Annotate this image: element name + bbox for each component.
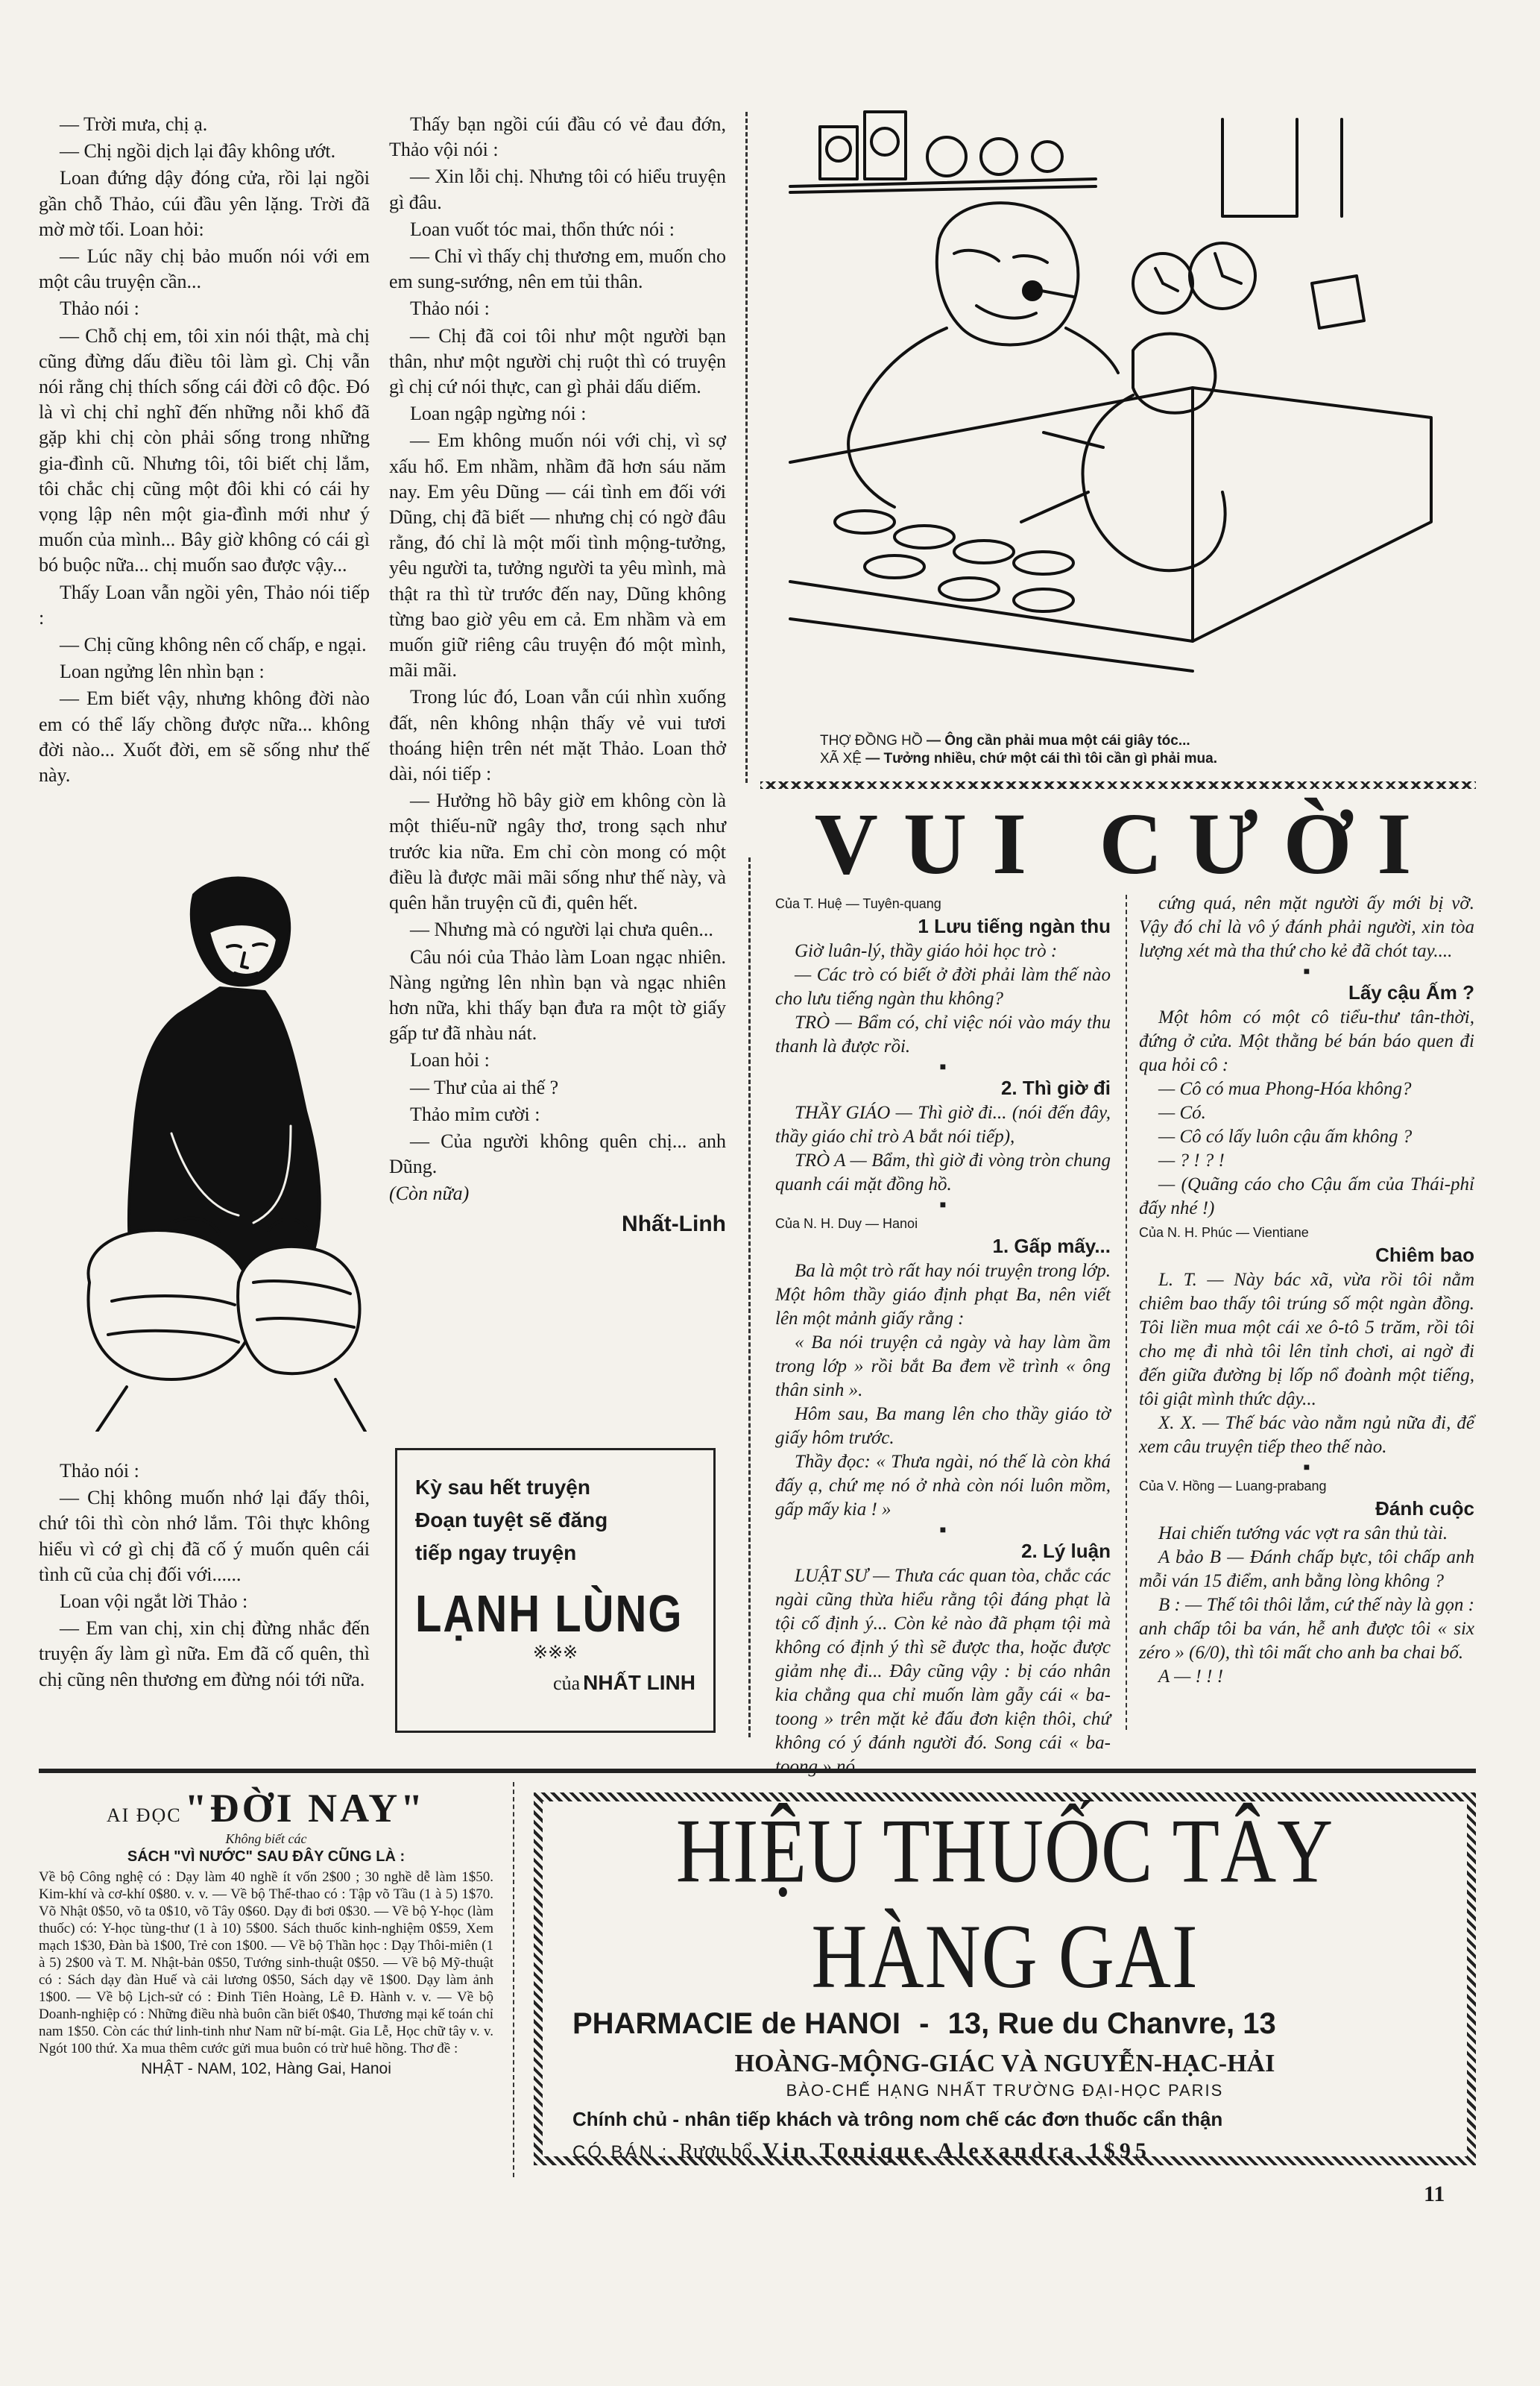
paragraph: Thấy Loan vẫn ngồi yên, Thảo nói tiếp : <box>39 581 370 629</box>
paragraph: — Chị đã coi tôi như một người bạn thân, như một người chị ruột thì có truyện gì chị cứ nói thực, can gì phải dấu diếm. <box>389 324 726 398</box>
pharmacy-owners: HOÀNG-MỘNG-GIÁC VÀ NGUYỄN-HẠC-HẢI <box>734 2050 1275 2077</box>
ad-body: Về bộ Công nghệ có : Dạy làm 40 nghề ít vốn 2$00 ; 30 nghề dễ làm 1$50. Kim-khí và cơ-khí 0$80. v. v. — Về bộ Thể-thao có : Tập võ Tầu (1 à 5) 1$70. Võ Nhật 0$50, võ ta 0$10, võ Tây 0$60. Dạy đi bơi 0$30. — Về bộ Y-học (làm thuốc) có: Y-học tùng-thư (1 à 10) 5$00. Sách thuốc kinh-nghiệm 0$59, Xem mạch 1$30, Đàn bà 1$00, Trẻ con 1$00. — Về bộ Thần học : Dạy Thôi-miên (1 à 5) 2$00 và T. M. Nhật-bản 0$50, Tướng sinh-thuật 0$50. — Về bộ Mỹ-thuật có : Sách dạy đàn Huế và cải lương 0$50, Sách dạy vẽ 1$00. Dạy làm ảnh 1$00. — Về bộ Lịch-sử có : Đinh Tiên Hoàng, Lê Đ. Hành v. v. — Về bộ Doanh-nghiệp có : Những điều nhà buôn cần biết 0$40, Thương mại kế toán chỉ nam 1$50. Còn các thứ linh-tinh như Nam nữ bí-mật. Gia Lễ, Học chữ tây v. v. Ngót 100 thứ. Xa mua thêm cước gửi mua buôn có trừ huê hồng. Thơ đề : <box>39 1869 493 2056</box>
joke-paragraph: cứng quá, nên mặt người ấy mới bị vỡ. Vậy đó chỉ là vô ý đánh phải người, xin tòa lượng xét mà tha thứ cho kẻ đã chót tay.... <box>1139 893 1474 961</box>
paragraph: Loan ngửng lên nhìn bạn : <box>60 661 265 683</box>
separator: - <box>919 2007 930 2040</box>
paragraph: — Em không muốn nói với chị, vì sợ xấu hổ. Em nhầm, nhầm đã hơn sáu năm nay. Em yêu Dũng — cái tình em đối với Dũng, chị đã biết — nhưng chị có ngờ đâu rằng, đó chỉ là một mối tình mộng-tưởng, yêu người ta, tưởng người ta yêu mình, mà thật ra thì từ trước đến nay, Dũng không từng bao giờ yêu em cả. Em nhầm và em muốn giữ riêng câu truyện đó một mình, mãi mãi. <box>389 429 726 682</box>
paragraph: Loan hỏi : <box>410 1049 490 1071</box>
joke-title: Lấy cậu Ấm ? <box>1348 981 1474 1004</box>
caption-text: — Ông cần phải mua một cái giây tóc... <box>926 733 1190 749</box>
paragraph: — Chị ngồi dịch lại đây không ướt. <box>60 140 336 163</box>
ad-pharmacy <box>534 1792 1476 2165</box>
ad-doi-nay <box>39 1785 493 2078</box>
pharmacy-line-2 <box>572 2138 1437 2164</box>
paragraph: Loan ngập ngừng nói : <box>410 403 587 425</box>
caption-text: — Tưởng nhiều, chứ một cái thì tôi cần gì phải mua. <box>865 751 1217 767</box>
paragraph: Thấy bạn ngồi cúi đầu có vẻ đau đớn, Thảo vội nói : <box>389 113 726 161</box>
paragraph: — Thư của ai thế ? <box>410 1076 559 1098</box>
joke-paragraph: Ba là một trò rất hay nói truyện trong lớp. Một hôm thầy giáo định phạt Ba, nên viết lên một mảnh giấy rằng : <box>775 1261 1111 1329</box>
joke-paragraph: — Cô có mua Phong-Hóa không? <box>1158 1079 1412 1099</box>
notice-byline <box>415 1671 695 1695</box>
notice-line: Kỳ sau hết truyện <box>415 1476 590 1499</box>
paragraph: Thảo nói : <box>60 298 139 320</box>
ad-subtitle: SÁCH "VÌ NƯỚC" SAU ĐÂY CŨNG LÀ : <box>127 1848 405 1865</box>
joke-paragraph: X. X. — Thế bác vào nằm ngủ nữa đi, để xem câu truyện tiếp theo thế nào. <box>1139 1413 1474 1457</box>
column-1-top <box>39 112 370 790</box>
paragraph: Loan đứng dậy đóng cửa, rồi lại ngồi gần chỗ Thảo, cúi đầu yên lặng. Trời đã mờ mờ tối. Loan hỏi: <box>39 167 370 240</box>
paragraph: — Chị cũng không nên cố chấp, e ngại. <box>60 634 367 656</box>
joke-paragraph: — Các trò có biết ở đời phải làm thế nào cho lưu tiếng ngàn thu không? <box>775 965 1111 1009</box>
joke-paragraph: — Có. <box>1158 1103 1206 1123</box>
paragraph: — Em van chị, xin chị đừng nhắc đến truyện ấy làm gì nữa. Em đã cố quên, thì chị cũng nên thương em đừng nói tới nữa. <box>39 1617 370 1690</box>
joke-paragraph: Giờ luân-lý, thầy giáo hỏi học trò : <box>795 941 1058 961</box>
ad-heading-prefix: AI ĐỌC <box>106 1804 182 1826</box>
column-divider <box>513 1782 514 2177</box>
paragraph: — Nhưng mà có người lại chưa quên... <box>410 919 713 941</box>
paragraph: — Xin lỗi chị. Nhưng tôi có hiểu truyện gì đâu. <box>389 166 726 213</box>
ad-sub: Không biết các <box>225 1831 307 1846</box>
column-divider <box>748 857 751 1737</box>
joke-paragraph: B : — Thế tôi thôi lắm, cứ thế này là gọn : anh chấp tôi ba ván, hễ anh được tôi « six zéro » (6/0), thì tôi mất cho anh ba chai bố. <box>1139 1595 1474 1663</box>
notice-line: Đoạn tuyệt sẽ đăng <box>415 1508 608 1532</box>
joke-title: 1 Lưu tiếng ngàn thu <box>918 915 1111 937</box>
column-2 <box>389 112 726 1237</box>
paragraph: — Chỉ vì thấy chị thương em, muốn cho em sung-sướng, nên em tủi thân. <box>389 245 726 293</box>
joke-paragraph: — Cô có lấy luôn cậu ấm không ? <box>1158 1127 1413 1147</box>
caption-speaker: XÃ XỆ <box>820 751 862 767</box>
paragraph: Thảo mỉm cười : <box>410 1103 540 1125</box>
joke-paragraph: — ? ! ? ! <box>1158 1150 1225 1171</box>
paragraph: Trong lúc đó, Loan vẫn cúi nhìn xuống đất, nên không nhận thấy vẻ vui tươi thoáng hiện trên nét mặt Thảo. Loan thở dài, nói tiếp : <box>389 686 726 785</box>
paragraph: — Lúc nãy chị bảo muốn nói với em một câu truyện cần... <box>39 245 370 293</box>
vui-cuoi-heading: VUI CƯỜI <box>814 795 1437 893</box>
square-separator <box>775 1062 1111 1074</box>
joke-paragraph: A bảo B — Đánh chấp bực, tôi chấp anh mỗi ván 15 điểm, anh bằng lòng không ? <box>1139 1547 1474 1591</box>
author-signature: Nhất-Linh <box>622 1211 726 1236</box>
pharmacy-line-1: Chính chủ - nhân tiếp khách và trông nom chế các đơn thuốc cẩn thận <box>572 2108 1223 2130</box>
joke-paragraph: Một hôm có một cô tiểu-thư tân-thời, đứng ở cửa. Một thằng bé bán báo quen đi qua hỏi cô : <box>1139 1007 1474 1075</box>
joke-author: Của T. Huệ — Tuyên-quang <box>775 896 941 911</box>
joke-title: Đánh cuộc <box>1375 1497 1474 1520</box>
for-sale-product: Vin Tonique Alexandra 1$95 <box>763 2138 1151 2163</box>
notice-author: NHẤT LINH <box>583 1671 695 1694</box>
joke-paragraph: A — ! ! ! <box>1158 1666 1224 1687</box>
story-title: LẠNH LÙNG <box>415 1584 684 1643</box>
paragraph: Loan vuốt tóc mai, thổn thức nói : <box>410 218 675 240</box>
joke-title: Chiêm bao <box>1375 1244 1474 1266</box>
watchmaker-cartoon <box>775 104 1476 731</box>
column-divider <box>745 112 748 783</box>
square-separator <box>1139 1462 1474 1474</box>
paragraph: Loan vội ngắt lời Thảo : <box>60 1590 248 1613</box>
next-issue-notice <box>395 1448 716 1733</box>
pharmacy-street: 13, Rue du Chanvre, 13 <box>947 2007 1276 2040</box>
joke-paragraph: L. T. — Này bác xã, vừa rồi tôi nằm chiêm bao thấy tôi trúng số một ngàn đồng. Tôi liền mua một cái xe ô-tô 5 trăm, rồi tôi cho mẹ đi nhà tôi lên tỉnh chơi, ai ngờ đi đến giữa đường bị lốp nổ đoành một tiếng, tôi giật mình thức dậy... <box>1139 1270 1474 1409</box>
caption-line-2 <box>820 750 1461 768</box>
square-separator <box>1139 966 1474 978</box>
decoration-stars: ※※※ <box>532 1643 578 1663</box>
caption-line-1 <box>820 732 1461 750</box>
to-be-continued: (Còn nữa) <box>389 1183 470 1205</box>
ad-address: NHẬT - NAM, 102, Hàng Gai, Hanoi <box>141 2060 391 2077</box>
paragraph: Câu nói của Thảo làm Loan ngạc nhiên. Nàng ngửng lên nhìn bạn và ngạc nhiên hơn nữa, khi thấy bạn đưa ra một tờ giấy gấp tư đã nhàu nát. <box>389 945 726 1045</box>
cartoon-caption <box>820 732 1461 768</box>
joke-author: Của N. H. Phúc — Vientiane <box>1139 1225 1309 1240</box>
joke-paragraph: LUẬT SƯ — Thưa các quan tòa, chắc các ngài cũng thừa hiểu rằng tội đáng phạt là tội cố định ý... Còn kẻ nào đã phạm tội mà không có định ý thì sẽ được tha, hoặc được giảm nhẹ đi... Đây cũng vậy : bị cáo nhân kia chẳng qua chỉ muốn làm gẫy cái « ba-toong » trên mặt kẻ đấu đơn kiện thôi, chứ không có ý đánh người đó. Song cái « ba-toong » nó <box>775 1566 1111 1777</box>
joke-paragraph: « Ba nói truyện cả ngày và hay làm ầm trong lớp » rồi bắt Ba đem về trình « ông thân sinh ». <box>775 1332 1111 1400</box>
ad-heading <box>39 1785 493 1831</box>
page-number: 11 <box>1424 2182 1445 2206</box>
woman-sewing-illustration <box>67 865 388 1432</box>
paragraph: — Hưởng hồ bây giờ em không còn là một thiếu-nữ ngây thơ, trong sạch như trước kia nữa. Em chỉ còn mong có một điều là được mãi mãi sống như thế này, và quên hẳn truyện cũ đi, quên hết. <box>389 790 726 914</box>
for-sale-label: CÓ BÁN : <box>572 2142 669 2162</box>
vui-cuoi-right-column <box>1139 892 1474 1689</box>
vui-cuoi-left-column <box>775 892 1111 1779</box>
column-divider <box>1126 895 1127 1730</box>
pharmacy-name: PHARMACIE de HANOI <box>572 2007 901 2040</box>
caption-speaker: THỢ ĐỒNG HỒ <box>820 733 923 749</box>
paragraph: Thảo nói : <box>410 298 490 320</box>
joke-paragraph: TRÒ A — Bẩm, thì giờ đi vòng tròn chung quanh cái mặt đồng hồ. <box>775 1150 1111 1194</box>
by-label: của <box>553 1672 581 1694</box>
joke-title: 2. Lý luận <box>1021 1540 1111 1562</box>
square-separator <box>775 1200 1111 1212</box>
notice-line: tiếp ngay truyện <box>415 1541 577 1564</box>
paragraph: — Chỗ chị em, tôi xin nói thật, mà chị cũng đừng dấu điều tôi làm gì. Chị vẫn nói rằng chị thích sống cái đời cô độc. Đó là vì chị chỉ nghĩ đến những nỗi khổ đã gặp khi chị còn phải sống trong những gia-đình cũ. Nhưng tôi, tôi biết chị lắm, tôi chắc chị cũng một đôi khi có cái hy vọng lập nên một gia-đình mới như ý muốn của mình... Bây giờ không có cái gì bó buộc nữa... chị muốn sao được vậy... <box>39 324 370 576</box>
paragraph: — Chị không muốn nhớ lại đấy thôi, chứ tôi thì còn nhớ lắm. Tôi thực không hiểu vì cớ gì chị đã cố ý muốn quên cái tình cũ của chị đối với...... <box>39 1487 370 1585</box>
section-divider <box>39 1769 1476 1773</box>
joke-paragraph: Thầy đọc: « Thưa ngài, nó thế là còn khá đấy ạ, chứ mẹ nó ở nhà còn nói luôn mồm, gấp mấy kia ! » <box>775 1452 1111 1520</box>
pharmacy-degree: BÀO-CHẾ HẠNG NHẤT TRƯỜNG ĐẠI-HỌC PARIS <box>786 2081 1224 2100</box>
joke-title: 2. Thì giờ đi <box>1000 1077 1111 1099</box>
decorative-zigzag-rule <box>760 781 1476 789</box>
paragraph: — Của người không quên chị... anh Dũng. <box>389 1130 726 1178</box>
pharmacy-title: HIỆU THUỐC TÂY HÀNG GAI <box>675 1800 1334 2008</box>
joke-paragraph: — (Quãng cáo cho Cậu ấm của Thái-phỉ đấy nhé !) <box>1139 1174 1474 1218</box>
joke-paragraph: Hôm sau, Ba mang lên cho thầy giáo tờ giấy hôm trước. <box>775 1404 1111 1448</box>
joke-paragraph: THẦY GIÁO — Thì giờ đi... (nói đến đây, thầy giáo chỉ trò A bắt nói tiếp), <box>775 1103 1111 1147</box>
square-separator <box>775 1525 1111 1537</box>
joke-title: 1. Gấp mấy... <box>992 1235 1111 1257</box>
joke-author: Của N. H. Duy — Hanoi <box>775 1216 918 1231</box>
pharmacy-address-line <box>572 2007 1437 2041</box>
paragraph: — Trời mưa, chị ạ. <box>60 113 208 135</box>
for-sale-item: Rượu bổ <box>679 2140 753 2163</box>
joke-paragraph: Hai chiến tướng vác vợt ra sân thủ tài. <box>1158 1523 1448 1543</box>
paragraph: — Em biết vậy, nhưng không đời nào em có thể lấy chồng được nữa... không đời nào... Xuốt đời, em sẽ sống như thế này. <box>39 687 370 787</box>
ad-heading-title: "ĐỜI NAY" <box>184 1786 426 1831</box>
joke-paragraph: TRÒ — Bẩm có, chỉ việc nói vào máy thu thanh là được rồi. <box>775 1013 1111 1057</box>
paragraph: Thảo nói : <box>60 1460 139 1482</box>
column-1-bottom <box>39 1458 370 1694</box>
joke-author: Của V. Hồng — Luang-prabang <box>1139 1479 1327 1493</box>
